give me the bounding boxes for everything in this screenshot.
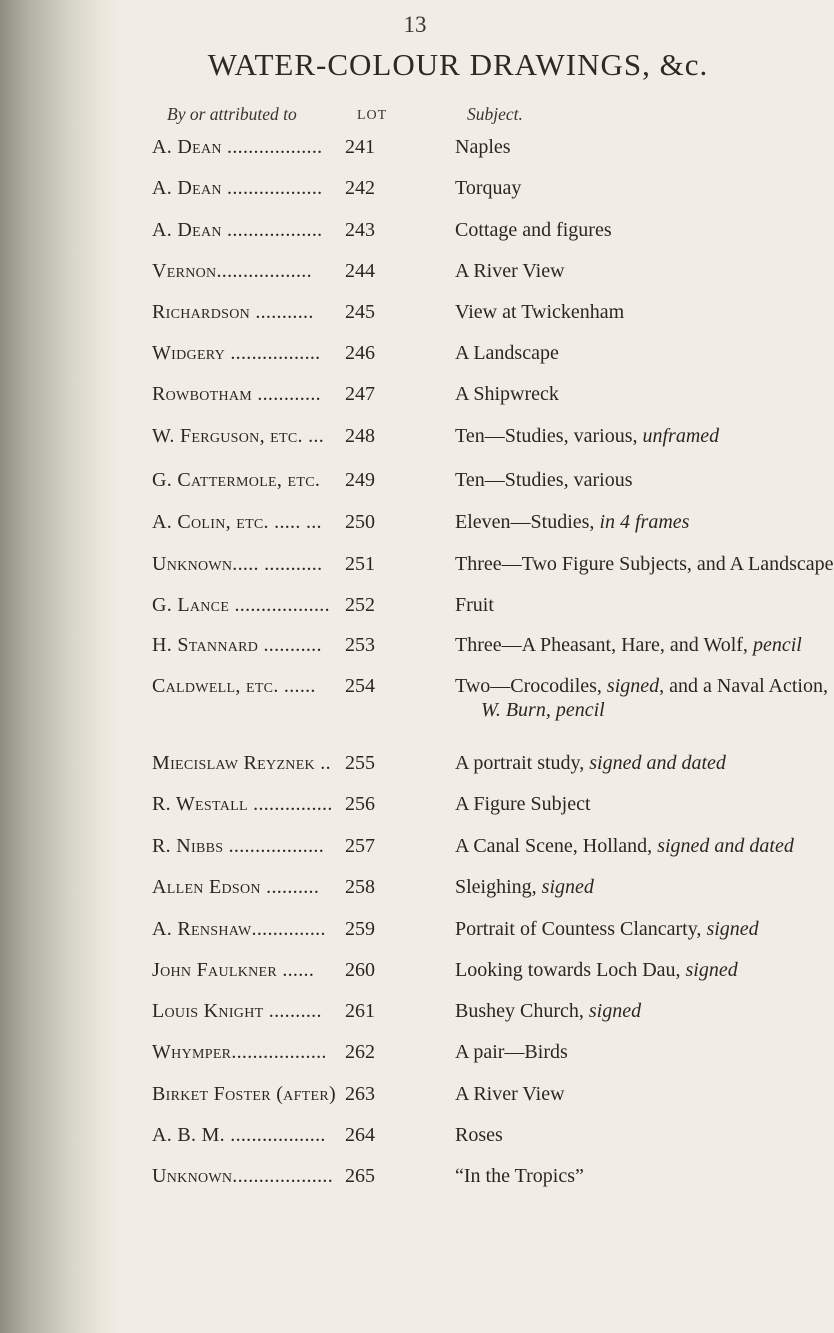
artist-name: Caldwell, etc. ......: [152, 675, 316, 697]
artist-name: Vernon..................: [152, 260, 312, 282]
subject-text: Roses: [455, 1124, 503, 1146]
lot-number: 241: [345, 136, 375, 158]
lot-number: 262: [345, 1041, 375, 1063]
lot-number: 261: [345, 1000, 375, 1022]
subject-text: “In the Tropics”: [455, 1165, 584, 1187]
column-header-subject: Subject.: [467, 104, 523, 124]
artist-name: Unknown...................: [152, 1165, 334, 1187]
subject-text: Two—Crocodiles, signed, and a Naval Action, W. Burn, pencil: [455, 675, 828, 721]
artist-name: A. Dean ..................: [152, 219, 323, 241]
table-row: [0, 177, 800, 211]
subject-text: Eleven—Studies, in 4 frames: [455, 511, 690, 533]
artist-name: Birket Foster (after): [152, 1083, 336, 1105]
artist-name: W. Ferguson, etc. ...: [152, 425, 325, 447]
subject-text: A Landscape: [455, 342, 559, 364]
lot-number: 256: [345, 793, 375, 815]
lot-number: 246: [345, 342, 375, 364]
subject-text: Ten—Studies, various: [455, 469, 633, 491]
subject-italic-note: signed: [706, 918, 759, 940]
artist-name: A. Renshaw..............: [152, 918, 326, 940]
lot-number: 244: [345, 260, 375, 282]
lot-number: 250: [345, 511, 375, 533]
table-row: [0, 1124, 800, 1158]
table-row: [0, 634, 800, 668]
subject-text: Ten—Studies, various, unframed: [455, 425, 720, 447]
artist-name: Widgery .................: [152, 342, 321, 364]
table-row: [0, 301, 800, 335]
table-row: [0, 793, 800, 827]
table-row: [0, 469, 800, 503]
subject-italic-note: signed: [541, 876, 594, 898]
table-row: [0, 425, 800, 459]
subject-text: A Canal Scene, Holland, signed and dated: [455, 835, 794, 857]
lot-number: 258: [345, 876, 375, 898]
subject-text: A River View: [455, 1083, 565, 1105]
table-row: [0, 1083, 800, 1117]
table-row: [0, 342, 800, 376]
subject-text: Bushey Church, signed: [455, 1000, 642, 1022]
subject-text: Looking towards Loch Dau, signed: [455, 959, 738, 981]
lot-number: 265: [345, 1165, 375, 1187]
artist-name: A. Dean ..................: [152, 136, 323, 158]
lot-number: 252: [345, 594, 375, 616]
artist-name: Miecislaw Reyznek ..: [152, 752, 331, 774]
lot-number: 259: [345, 918, 375, 940]
lot-number: 254: [345, 675, 375, 697]
lot-number: 249: [345, 469, 375, 491]
subject-italic-note: pencil: [752, 634, 802, 656]
lot-number: 260: [345, 959, 375, 981]
table-row: [0, 1041, 800, 1075]
subject-text: Fruit: [455, 594, 494, 616]
artist-name: R. Nibbs ..................: [152, 835, 325, 857]
subject-text: A Figure Subject: [455, 793, 591, 815]
artist-name: H. Stannard ...........: [152, 634, 322, 656]
table-row: [0, 594, 800, 628]
lot-number: 245: [345, 301, 375, 323]
subject-text: Naples: [455, 136, 511, 158]
table-row: [0, 876, 800, 910]
subject-continuation: W. Burn, pencil: [481, 699, 605, 721]
subject-italic-note: in 4 frames: [599, 511, 690, 533]
artist-name: John Faulkner ......: [152, 959, 315, 981]
subject-text: Torquay: [455, 177, 522, 199]
subject-text: A River View: [455, 260, 565, 282]
subject-text: Cottage and figures: [455, 219, 612, 241]
lot-number: 243: [345, 219, 375, 241]
subject-italic-note: unframed: [642, 425, 720, 447]
subject-text: A pair—Birds: [455, 1041, 568, 1063]
page-number: 13: [403, 12, 427, 37]
artist-name: Louis Knight ..........: [152, 1000, 322, 1022]
artist-name: Richardson ...........: [152, 301, 314, 323]
table-row: [0, 136, 800, 170]
subject-italic-note: signed: [588, 1000, 642, 1022]
table-row: [0, 260, 800, 294]
lot-number: 242: [345, 177, 375, 199]
lot-number: 263: [345, 1083, 375, 1105]
table-row: [0, 1165, 800, 1199]
subject-italic-note: signed: [685, 959, 738, 981]
table-row: [0, 553, 834, 587]
table-row: [0, 1000, 800, 1034]
artist-name: A. B. M. ..................: [152, 1124, 326, 1146]
column-header-lot: LOT: [357, 108, 388, 123]
subject-text: A Shipwreck: [455, 383, 559, 405]
artist-name: A. Colin, etc. ..... ...: [152, 511, 322, 533]
subject-italic-note: signed and dated: [657, 835, 794, 857]
lot-number: 255: [345, 752, 375, 774]
column-header-artist: By or attributed to: [167, 104, 297, 124]
artist-name: Whymper..................: [152, 1041, 327, 1063]
artist-name: Allen Edson ..........: [152, 876, 320, 898]
table-row: [0, 675, 828, 721]
lot-number: 248: [345, 425, 375, 447]
artist-name: R. Westall ...............: [152, 793, 333, 815]
table-row: [0, 918, 800, 952]
table-row: [0, 752, 800, 786]
subject-text: Sleighing, signed: [455, 876, 594, 898]
table-row: [0, 511, 800, 545]
artist-name: Rowbotham ............: [152, 383, 321, 405]
lot-number: 253: [345, 634, 375, 656]
subject-text: Three—A Pheasant, Hare, and Wolf, pencil: [455, 634, 802, 656]
subject-text: View at Twickenham: [455, 301, 625, 323]
lot-number: 257: [345, 835, 375, 857]
lot-number: 247: [345, 383, 375, 405]
table-row: [0, 219, 800, 253]
artist-name: Unknown..... ...........: [152, 553, 323, 575]
artist-name: G. Lance ..................: [152, 594, 330, 616]
table-row: [0, 959, 800, 993]
subject-italic-note: signed and dated: [589, 752, 726, 774]
artist-name: G. Cattermole, etc.: [152, 469, 321, 491]
lot-number: 264: [345, 1124, 375, 1146]
table-row: [0, 835, 800, 869]
subject-text: A portrait study, signed and dated: [455, 752, 726, 774]
artist-name: A. Dean ..................: [152, 177, 323, 199]
lot-number: 251: [345, 553, 375, 575]
subject-text: Three—Two Figure Subjects, and A Landscape: [455, 553, 834, 575]
table-row: [0, 383, 800, 417]
subject-italic-note: signed: [606, 675, 660, 697]
subject-text: Portrait of Countess Clancarty, signed: [455, 918, 759, 940]
page-title: WATER-COLOUR DRAWINGS, &c.: [207, 47, 709, 82]
